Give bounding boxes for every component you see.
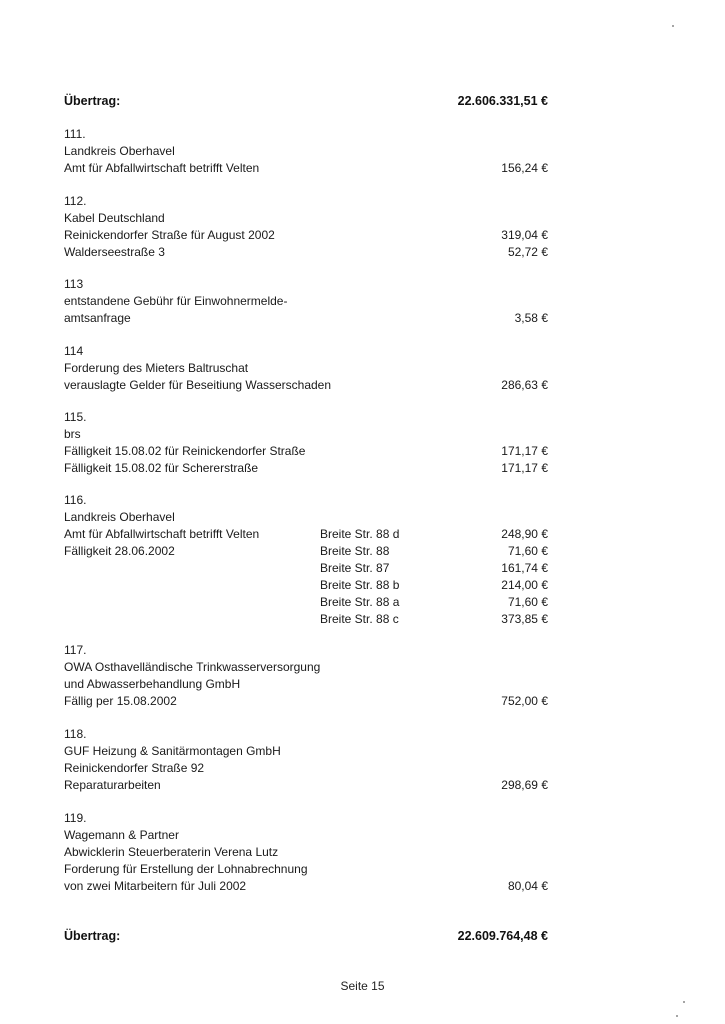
entry-description: Fällig per 15.08.2002 (64, 694, 177, 708)
entry-description: von zwei Mitarbeitern für Juli 2002 (64, 879, 247, 893)
entry-item (64, 642, 548, 710)
entry-description: und Abwasserbehandlung GmbH (64, 677, 241, 691)
entry-description: Fälligkeit 28.06.2002 (64, 544, 175, 558)
entry-amount: 286,63 € (501, 378, 548, 392)
entry-amount: 3,58 € (514, 311, 548, 325)
entry-address: Breite Str. 88 d (320, 527, 400, 541)
entry-amount: 80,04 € (507, 879, 548, 893)
entry-line (64, 878, 548, 895)
entry-number-line (64, 409, 548, 426)
entry-description: Landkreis Oberhavel (64, 144, 175, 158)
entry-line (64, 743, 548, 760)
entry-description: Forderung des Mieters Baltruschat (64, 361, 249, 375)
entry-number: 114 (64, 344, 84, 358)
entry-line (64, 861, 548, 878)
carry-over-amount: 22.606.331,51 € (457, 94, 548, 108)
entry-number: 116. (64, 493, 87, 507)
entry-number-line (64, 343, 548, 360)
entry-address: Breite Str. 88 b (320, 578, 400, 592)
entry-description: GUF Heizung & Sanitärmontagen GmbH (64, 744, 281, 758)
scan-speck (676, 1015, 678, 1017)
entry-description: Landkreis Oberhavel (64, 510, 175, 524)
entry-line (64, 244, 548, 261)
entry-description: Fälligkeit 15.08.02 für Schererstraße (64, 461, 259, 475)
entry-line (64, 844, 548, 861)
entry-line (64, 443, 548, 460)
entry-line (64, 777, 548, 794)
entry-address: Breite Str. 88 (320, 544, 390, 558)
carry-over-label: Übertrag: (64, 94, 121, 108)
entry-number-line (64, 193, 548, 210)
entry-description: entstandene Gebühr für Einwohnermelde- (64, 294, 288, 308)
entry-description: Forderung für Erstellung der Lohnabrechnung (64, 862, 308, 876)
entry-item (64, 726, 548, 794)
entry-line (64, 227, 548, 244)
entry-line (64, 611, 548, 628)
entry-number-line (64, 492, 548, 509)
scan-speck (672, 25, 674, 27)
entry-line (64, 577, 548, 594)
entry-number: 117. (64, 643, 87, 657)
entry-number-line (64, 276, 548, 293)
entry-line (64, 676, 548, 693)
entry-item (64, 193, 548, 261)
entry-line (64, 594, 548, 611)
entry-item (64, 276, 548, 327)
entry-line (64, 509, 548, 526)
carry-over-header (64, 94, 548, 112)
entry-line (64, 160, 548, 177)
entry-description: Kabel Deutschland (64, 211, 165, 225)
entry-description: OWA Osthavelländische Trinkwasserversorgung (64, 660, 321, 674)
entry-description: Reinickendorfer Straße 92 (64, 761, 205, 775)
entry-number-line (64, 726, 548, 743)
entry-amount: 298,69 € (501, 778, 548, 792)
entry-amount: 752,00 € (501, 694, 548, 708)
entry-line (64, 426, 548, 443)
entry-line (64, 360, 548, 377)
entry-number: 118. (64, 727, 87, 741)
entry-amount: 171,17 € (501, 461, 548, 475)
entry-description: verauslagte Gelder für Beseitiung Wasserschaden (64, 378, 332, 392)
entry-line (64, 460, 548, 477)
entry-number: 119. (64, 811, 87, 825)
entry-line (64, 310, 548, 327)
entry-amount: 71,60 € (507, 544, 548, 558)
scan-speck (683, 1001, 685, 1003)
entry-number-line (64, 642, 548, 659)
entry-description: Abwicklerin Steuerberaterin Verena Lutz (64, 845, 279, 859)
entry-address: Breite Str. 88 a (320, 595, 400, 609)
entry-description: Walderseestraße 3 (64, 245, 165, 259)
entry-line (64, 827, 548, 844)
entry-amount: 171,17 € (501, 444, 548, 458)
carry-over-footer (64, 929, 548, 947)
entry-amount: 161,74 € (501, 561, 548, 575)
carry-over-footer-label: Übertrag: (64, 929, 121, 943)
entry-amount: 319,04 € (501, 228, 548, 242)
entry-line (64, 543, 548, 560)
entry-description: Reinickendorfer Straße für August 2002 (64, 228, 275, 242)
entry-amount: 373,85 € (501, 612, 548, 626)
entry-amount: 52,72 € (507, 245, 548, 259)
entry-item (64, 409, 548, 477)
entry-address: Breite Str. 88 c (320, 612, 399, 626)
entry-number-line (64, 126, 548, 143)
entry-item (64, 810, 548, 895)
entry-description: Amt für Abfallwirtschaft betrifft Velten (64, 527, 260, 541)
entry-number-line (64, 810, 548, 827)
entry-line (64, 693, 548, 710)
entry-line (64, 659, 548, 676)
entry-description: Wagemann & Partner (64, 828, 179, 842)
entry-description: Amt für Abfallwirtschaft betrifft Velten (64, 161, 260, 175)
entry-amount: 71,60 € (507, 595, 548, 609)
entry-number: 111. (64, 127, 86, 141)
entry-item (64, 492, 548, 628)
entry-number: 115. (64, 410, 87, 424)
entry-line (64, 560, 548, 577)
entry-line (64, 293, 548, 310)
entry-line (64, 760, 548, 777)
carry-over-footer-amount: 22.609.764,48 € (457, 929, 548, 943)
entry-amount: 156,24 € (501, 161, 548, 175)
entry-description: amtsanfrage (64, 311, 131, 325)
entry-item (64, 343, 548, 394)
entry-line (64, 210, 548, 227)
entry-number: 113 (64, 277, 84, 291)
entry-line (64, 377, 548, 394)
entry-number: 112. (64, 194, 87, 208)
entry-line (64, 143, 548, 160)
entry-description: brs (64, 427, 81, 441)
entry-address: Breite Str. 87 (320, 561, 390, 575)
page-number: Seite 15 (340, 979, 385, 993)
entry-line (64, 526, 548, 543)
entry-description: Reparaturarbeiten (64, 778, 161, 792)
entry-amount: 248,90 € (501, 527, 548, 541)
entry-description: Fälligkeit 15.08.02 für Reinickendorfer Straße (64, 444, 306, 458)
entry-amount: 214,00 € (501, 578, 548, 592)
entry-item (64, 126, 548, 177)
